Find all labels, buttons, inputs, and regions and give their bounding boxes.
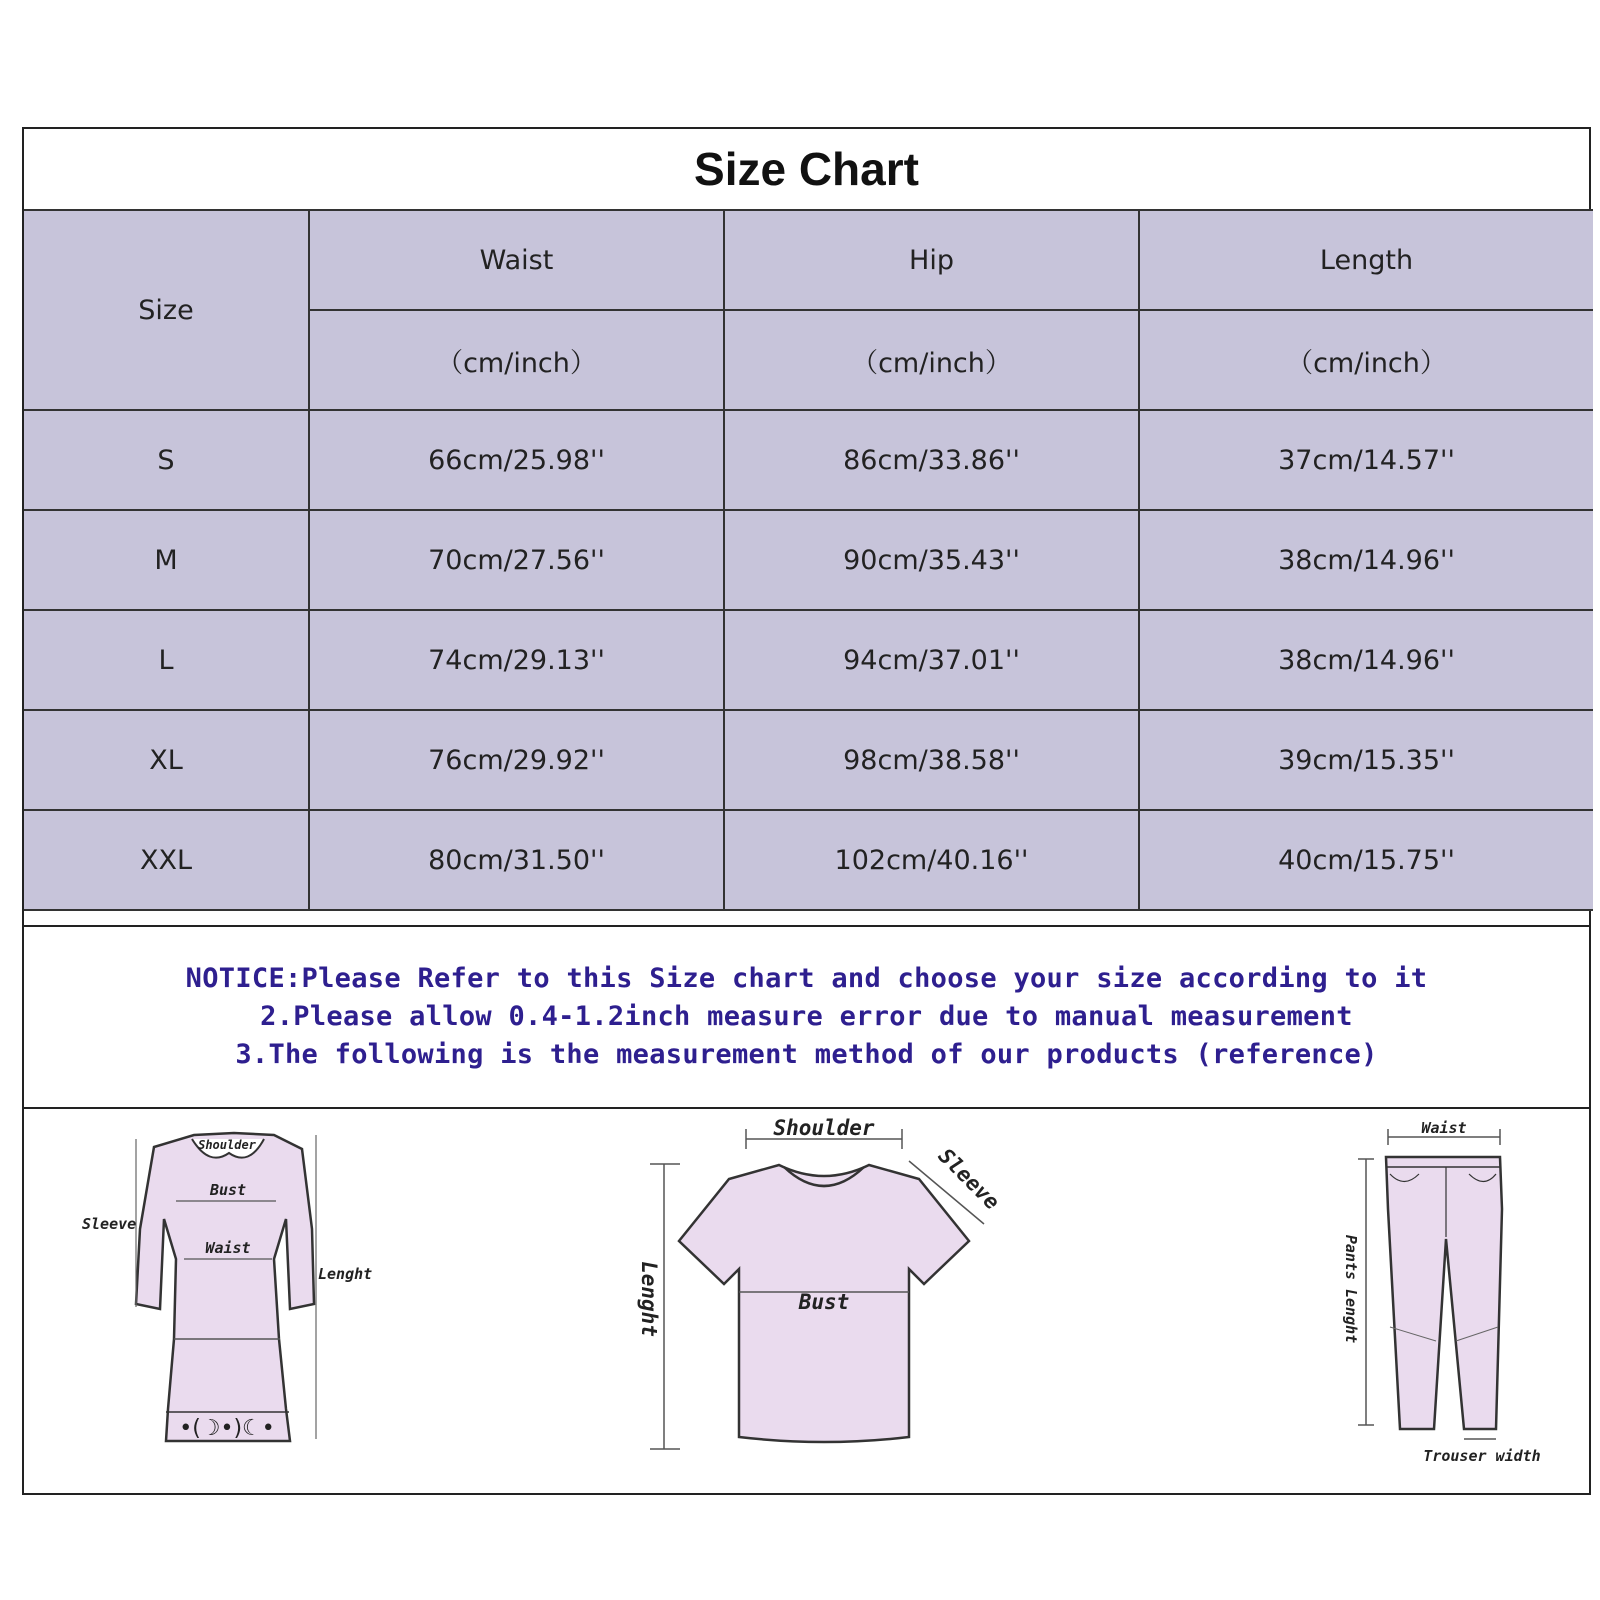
notice-line-1: NOTICE:Please Refer to this Size chart and choose your size according to it: [185, 963, 1428, 994]
length-cell: 38cm/14.96'': [1139, 610, 1593, 710]
table-row: [24, 610, 1593, 710]
pants-length-label: Pants Lenght: [1342, 1234, 1360, 1344]
size-cell: XXL: [24, 810, 309, 910]
size-chart-frame: [22, 127, 1591, 1495]
tshirt-sleeve-label: Sleeve: [933, 1143, 1005, 1215]
dress-diagram: [82, 1133, 372, 1441]
table-row: [24, 410, 1593, 510]
hip-cell: 98cm/38.58'': [724, 710, 1139, 810]
tshirt-bust-label: Bust: [798, 1290, 850, 1314]
table-row: [24, 710, 1593, 810]
waist-unit: （cm/inch）: [309, 310, 724, 410]
tshirt-shoulder-label: Shoulder: [773, 1116, 875, 1140]
notice-line-3: 3.The following is the measurement method of our products (reference): [235, 1039, 1378, 1070]
length-unit: （cm/inch）: [1139, 310, 1593, 410]
notice-box: [24, 925, 1589, 1109]
waist-header: Waist: [309, 210, 724, 310]
page-title: Size Chart: [694, 143, 919, 195]
dress-shoulder-label: Shoulder: [198, 1138, 256, 1152]
length-cell: 38cm/14.96'': [1139, 510, 1593, 610]
dress-shape: [136, 1133, 314, 1441]
notice-line-2: 2.Please allow 0.4-1.2inch measure error due to manual measurement: [260, 1001, 1353, 1032]
size-cell: M: [24, 510, 309, 610]
length-header: Length: [1139, 210, 1593, 310]
length-cell: 37cm/14.57'': [1139, 410, 1593, 510]
size-table: [24, 209, 1593, 911]
waist-cell: 66cm/25.98'': [309, 410, 724, 510]
table-row: [24, 810, 1593, 910]
size-header: Size: [24, 210, 309, 410]
waist-cell: 74cm/29.13'': [309, 610, 724, 710]
header-row: [24, 210, 1593, 310]
dress-waist-label: Waist: [205, 1239, 251, 1257]
size-cell: XL: [24, 710, 309, 810]
size-cell: L: [24, 610, 309, 710]
dress-sleeve-label: Sleeve: [82, 1215, 137, 1233]
hip-cell: 102cm/40.16'': [724, 810, 1139, 910]
length-cell: 39cm/15.35'': [1139, 710, 1593, 810]
measurement-illustrations: [24, 1109, 1589, 1493]
tshirt-length-label: Lenght: [637, 1261, 661, 1337]
pants-waist-label: Waist: [1421, 1119, 1467, 1137]
dress-bust-label: Bust: [209, 1181, 247, 1199]
hip-cell: 90cm/35.43'': [724, 510, 1139, 610]
hip-unit: （cm/inch）: [724, 310, 1139, 410]
pants-diagram: [1342, 1119, 1541, 1465]
tshirt-diagram: [637, 1116, 1004, 1449]
hip-cell: 94cm/37.01'': [724, 610, 1139, 710]
length-cell: 40cm/15.75'': [1139, 810, 1593, 910]
hip-header: Hip: [724, 210, 1139, 310]
waist-cell: 80cm/31.50'': [309, 810, 724, 910]
pants-trouser-width-label: Trouser width: [1423, 1447, 1541, 1465]
table-row: [24, 510, 1593, 610]
dress-hem-pattern: •(☽•)☾•: [179, 1416, 275, 1441]
dress-length-label: Lenght: [318, 1265, 373, 1283]
hip-cell: 86cm/33.86'': [724, 410, 1139, 510]
waist-cell: 76cm/29.92'': [309, 710, 724, 810]
pants-shape: [1386, 1157, 1502, 1429]
waist-cell: 70cm/27.56'': [309, 510, 724, 610]
size-cell: S: [24, 410, 309, 510]
